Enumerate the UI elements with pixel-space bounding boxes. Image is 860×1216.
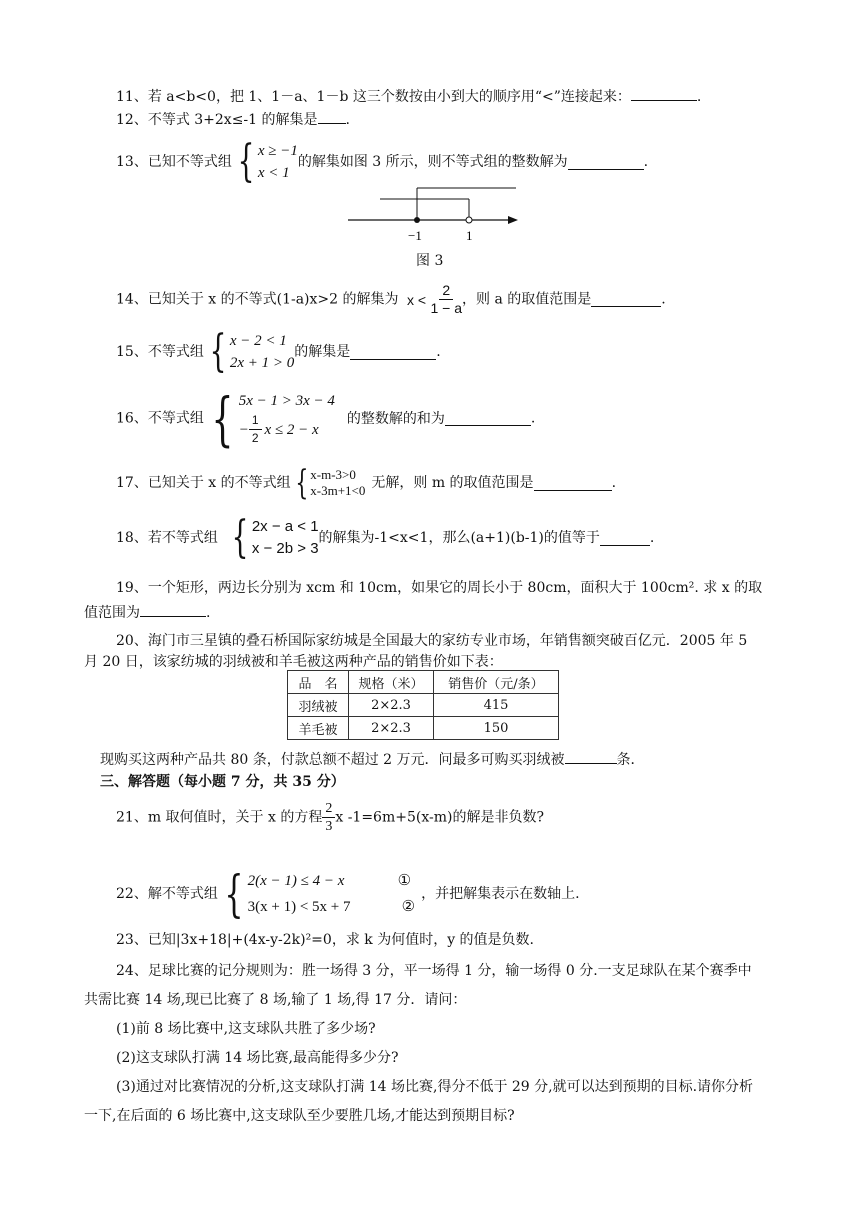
expression-tail: x ≤ 2 − x [264, 421, 319, 438]
question-15-text: 15、不等式组 [116, 344, 204, 360]
question-23: 23、已知|3x+18|+(4x-y-2k)²=0，求 k 为何值时，y 的值是负数. [116, 932, 535, 948]
fraction [249, 412, 262, 447]
inequality-system [204, 326, 295, 377]
answer-blank [565, 749, 617, 764]
table-header: 规格（米） [349, 671, 434, 694]
answer-blank [350, 345, 436, 360]
table-row [288, 717, 559, 740]
system-line: x − 2b > 3 [251, 540, 319, 557]
period: . [611, 475, 617, 491]
question-15 [116, 326, 441, 377]
system-line: 2x − a < 1 [251, 518, 319, 535]
system-line: x-3m+1<0 [310, 483, 366, 498]
question-20-line1: 20、海门市三星镇的叠石桥国际家纺城是全国最大的家纺专业市场，年销售额突破百亿元．2005 年 5 [116, 633, 748, 649]
brace-glyph: { [231, 512, 249, 563]
denominator: 3 [325, 819, 333, 834]
closed-dot [414, 217, 420, 223]
denominator: 2 [251, 431, 259, 445]
table-row [288, 694, 559, 717]
numerator: 1 [249, 412, 262, 430]
question-24-part3-line1: (3)通过对比赛情况的分析,这支球队打满 14 场比赛,得分不低于 29 分,就可以达到预期的目标.请你分析 [116, 1079, 754, 1095]
system-line: x − 2 < 1 [229, 333, 287, 349]
system-expression: 2(x − 1) ≤ 4 − x [247, 873, 345, 889]
brace-glyph: { [209, 326, 227, 377]
table-cell: 2×2.3 [349, 717, 434, 740]
question-14-text: 14、已知关于 x 的不等式(1-a)x>2 的解集为 [116, 291, 399, 308]
table-header: 品 名 [288, 671, 349, 694]
question-13-suffix: 的解集如图 3 所示，则不等式组的整数解为 [297, 154, 568, 170]
question-19-line2 [84, 602, 210, 623]
table-cell: 415 [434, 694, 559, 717]
question-24-part2: (2)这支球队打满 14 场比赛,最高能得多少分? [116, 1050, 399, 1066]
question-19-line1: 19、一个矩形，两边长分别为 xcm 和 10cm，如果它的周长小于 80cm，面积大于 100cm². 求 x 的取 [116, 580, 763, 596]
period: . [530, 410, 536, 427]
question-24-part1: (1)前 8 场比赛中,这支球队共胜了多少场? [116, 1021, 376, 1037]
fraction [431, 282, 463, 317]
question-14 [116, 282, 666, 317]
number-line-figure [340, 180, 530, 244]
inequality-system [218, 865, 416, 923]
system-line: x < 1 [257, 165, 290, 181]
brace-glyph: { [211, 384, 234, 453]
mark-two: ② [401, 899, 416, 915]
question-20-line3 [100, 749, 645, 770]
answer-blank [445, 411, 531, 426]
question-21-text: 21、m 取何值时，关于 x 的方程 [116, 809, 323, 826]
question-13 [116, 136, 649, 187]
open-dot [466, 217, 472, 223]
period: . [696, 89, 702, 105]
tick-label-one: 1 [466, 228, 473, 243]
denominator: 1 − a [430, 300, 463, 316]
period: . [643, 154, 649, 170]
table-cell: 羊毛被 [288, 717, 349, 740]
answer-blank [591, 292, 661, 307]
question-15-suffix: 的解集是 [294, 344, 351, 360]
answer-blank [140, 602, 206, 617]
question-17 [116, 463, 617, 503]
question-16 [116, 384, 536, 453]
table-header-row [288, 671, 559, 694]
question-12-text: 12、不等式 3+2x≤-1 的解集是 [116, 112, 318, 128]
table-cell: 2×2.3 [349, 694, 434, 717]
system-line: 2x + 1 > 0 [229, 355, 295, 371]
question-20-end: 条． [616, 752, 645, 768]
mark-one: ① [397, 873, 412, 889]
question-20-text: 现购买这两种产品共 80 条，付款总额不超过 2 万元．问最多可购买羽绒被 [100, 752, 565, 768]
brace-glyph: { [294, 463, 308, 503]
question-13-text: 13、已知不等式组 [116, 154, 232, 170]
period: . [436, 344, 441, 360]
numerator: 2 [439, 282, 453, 300]
question-18 [116, 512, 655, 563]
question-19-text: 值范围为 [84, 605, 140, 621]
table-header: 销售价（元/条） [434, 671, 559, 694]
answer-blank [600, 531, 650, 546]
inequality-system [204, 384, 335, 453]
axis-arrow [508, 216, 518, 224]
question-17-text: 17、已知关于 x 的不等式组 [116, 475, 291, 491]
question-24-line1: 24、足球比赛的记分规则为：胜一场得 3 分，平一场得 1 分，输一场得 0 分.一支足球队在某个赛季中 [116, 963, 752, 979]
system-expression: 3(x + 1) < 5x + 7 [247, 899, 351, 915]
period: . [661, 291, 666, 308]
fraction [322, 800, 335, 835]
system-line [248, 868, 415, 894]
answer-blank [631, 86, 697, 101]
inequality-system [291, 463, 366, 503]
answer-blank [318, 109, 346, 124]
question-21 [116, 800, 544, 835]
brace-glyph: { [237, 136, 255, 187]
inequality-system [232, 136, 298, 187]
question-21-suffix: x -1=6m+5(x-m)的解是非负数? [335, 809, 544, 826]
question-14-suffix: ，则 a 的取值范围是 [462, 291, 592, 308]
question-16-text: 16、不等式组 [116, 410, 204, 427]
inequality-system [226, 512, 319, 563]
question-20-line2: 月 20 日，该家纺城的羽绒被和羊毛被这两种产品的销售价如下表： [84, 654, 503, 670]
system-line: x-m-3>0 [310, 467, 356, 482]
question-24-part3-line2: 一下,在后面的 6 场比赛中,这支球队至少要胜几场,才能达到预期目标? [84, 1108, 515, 1124]
question-12 [116, 109, 350, 130]
question-17-suffix: 无解，则 m 的取值范围是 [371, 475, 534, 491]
question-22-suffix: ，并把解集表示在数轴上. [421, 886, 580, 902]
numerator: 2 [322, 800, 335, 818]
question-18-suffix: 的解集为-1<x<1，那么(a+1)(b-1)的值等于 [318, 530, 600, 546]
question-24-line2: 共需比赛 14 场,现已比赛了 8 场,输了 1 场,得 17 分．请问： [84, 992, 467, 1008]
period: . [345, 112, 350, 128]
question-22-text: 22、解不等式组 [116, 886, 218, 902]
period: . [206, 605, 211, 621]
table-cell: 羽绒被 [288, 694, 349, 717]
system-line [239, 412, 335, 447]
price-table [287, 670, 559, 740]
section-heading: 三、解答题（每小题 7 分，共 35 分） [100, 774, 345, 790]
period: . [649, 530, 655, 546]
answer-blank [534, 476, 612, 491]
brace-glyph: { [224, 865, 244, 923]
question-11 [116, 86, 701, 107]
question-18-text: 18、若不等式组 [116, 530, 218, 546]
system-line [248, 894, 415, 920]
system-line: 5x − 1 > 3x − 4 [238, 393, 335, 409]
figure-caption: 图 3 [416, 253, 444, 269]
minus-sign: − [238, 421, 249, 438]
tick-label-minus-one: −1 [408, 228, 422, 243]
question-16-suffix: 的整数解的和为 [346, 410, 445, 427]
table-cell: 150 [434, 717, 559, 740]
question-22 [116, 865, 580, 923]
fraction-lead: x < [406, 291, 427, 308]
system-line: x ≥ −1 [257, 143, 298, 159]
question-11-text: 11、若 a<b<0，把 1、1－a、1－b 这三个数按由小到大的顺序用“<”连接起来： [116, 89, 631, 105]
answer-blank [568, 155, 644, 170]
